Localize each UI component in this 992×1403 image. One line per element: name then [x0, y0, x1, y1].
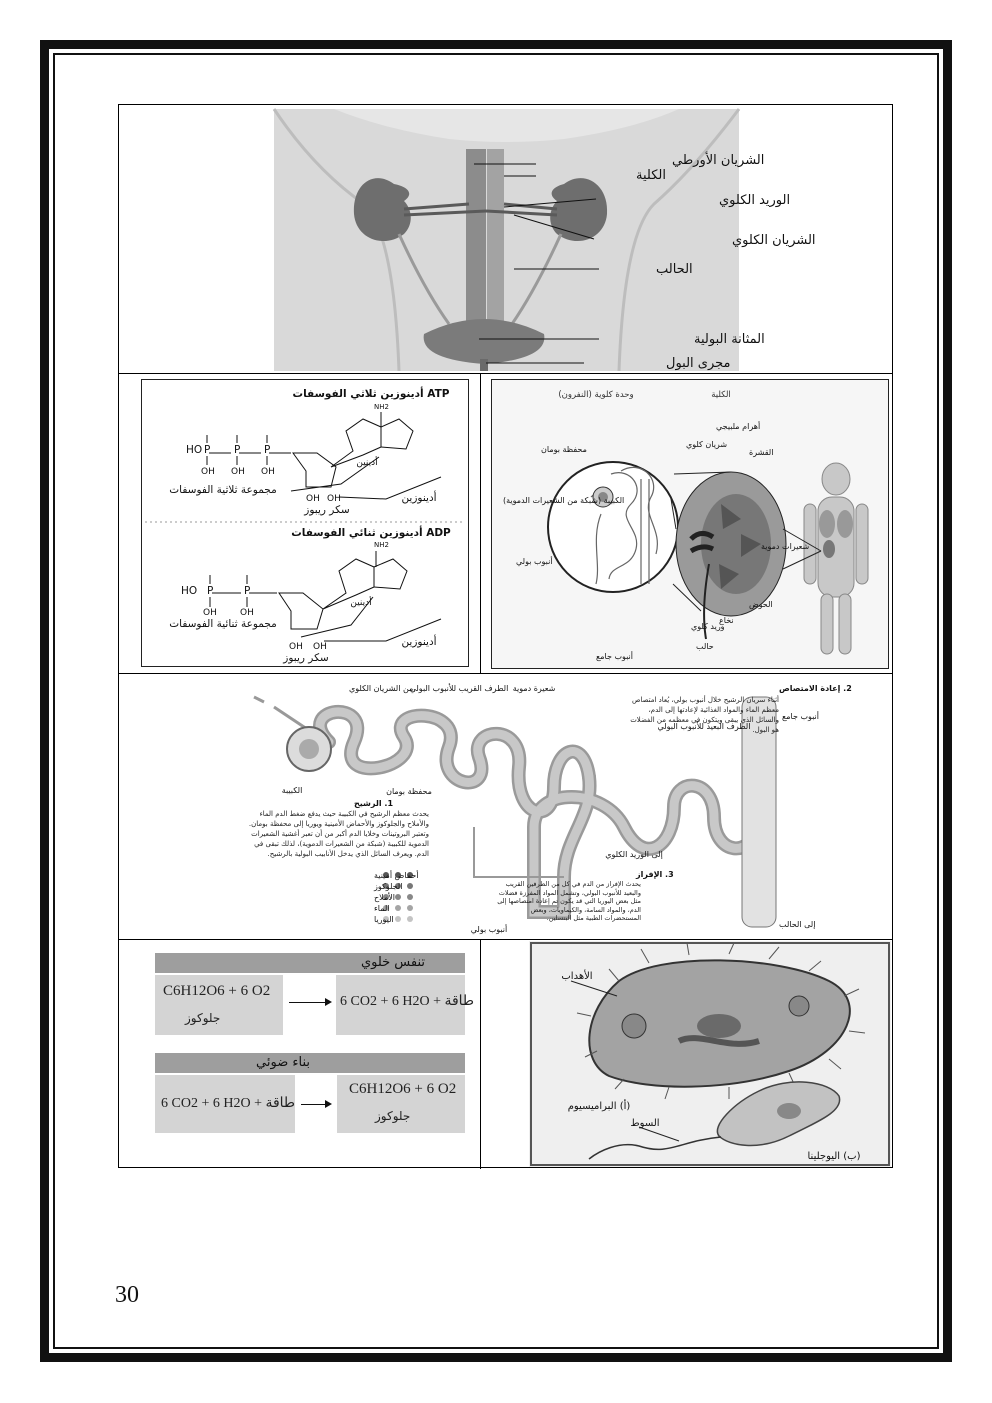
ho-label: HO [186, 444, 203, 456]
photo-glucose: جلوكوز [375, 1109, 411, 1123]
grid-divider [119, 373, 892, 374]
label-capillary: شعيرة دموية [512, 684, 556, 693]
ribose-label: سكر ريبوز [283, 652, 329, 664]
label-bowman: محفظة بومان [541, 445, 587, 454]
resp-right-box [336, 975, 475, 1035]
photo-arrow-head [325, 1100, 332, 1108]
oh-label: OH [306, 494, 320, 504]
label-collecting-duct: أنبوب جامع [596, 652, 633, 661]
label-urethra: مجرى البول [666, 356, 731, 371]
legend-swatch [407, 916, 413, 922]
label-from-artery: من الشريان الكلوي [349, 684, 414, 693]
phosphorus-label: P [264, 444, 271, 456]
oh-label: OH [203, 608, 217, 618]
legend-swatch [395, 905, 401, 911]
label-to-vein: إلى الوريد الكلوي [605, 850, 663, 859]
grid-divider [480, 373, 481, 673]
kidney-nephron-figure [491, 379, 889, 669]
label-renal-artery: الشريان الكلوي [732, 233, 816, 248]
photo-right-formula: C6H12O6 + 6 O2 [349, 1081, 457, 1097]
adp-title: أدينوزين ثنائي الفوسفات ADP [291, 527, 451, 539]
triphosphate-label: مجموعة ثلاثية الفوسفات [169, 484, 277, 496]
legend-item: الأملاح [374, 893, 396, 902]
atp-adp-figure [141, 379, 469, 667]
grid-divider [480, 939, 481, 1169]
adenine-label: أدينين [350, 598, 372, 608]
label-proximal: الطرف القريب للأنبوب البولي [409, 684, 509, 693]
resp-left-box [155, 975, 283, 1035]
figure-grid [118, 104, 893, 1168]
adenine-label: أدينين [356, 458, 378, 468]
label-renal-vein: وريد كلوي [691, 622, 725, 631]
urinary-system-figure [274, 109, 816, 371]
resp-arrow [289, 1002, 329, 1003]
legend-swatch [395, 916, 401, 922]
oh-label: OH [201, 467, 215, 477]
legend-swatch [395, 894, 401, 900]
equations-figure [149, 947, 475, 1133]
adenosine-label: أدينوزين [401, 636, 437, 648]
resp-title: تنفس خلوي [360, 955, 425, 970]
phosphorus-label: P [207, 585, 214, 597]
photo-right-box [337, 1075, 465, 1133]
label-cortex: القشرة [749, 448, 774, 457]
legend-swatch [407, 905, 413, 911]
label-paramecium: (أ) البراميسيوم [567, 1101, 631, 1112]
label-glomerulus: الكبيبة (شبكة من الشعيرات الدموية) [503, 496, 625, 505]
filtration-title: 1. الرشيح [354, 799, 394, 808]
label-to-ureter: إلى الحالب [779, 920, 816, 929]
page-number: 30 [115, 1282, 139, 1308]
label-glomerulus: الكبيبة [281, 786, 303, 795]
oh-label: OH [327, 494, 341, 504]
photo-title-bar [155, 1053, 465, 1073]
label-bladder: المثانة البولية [694, 332, 765, 347]
label-distal: الطرف البعيد للأنبوب البولي [657, 722, 751, 731]
label-renal-artery: شريان كلوي [686, 440, 728, 449]
label-cilia: الأهداب [561, 971, 593, 982]
resp-left-formula: C6H12O6 + 6 O2 [163, 983, 271, 999]
label-aorta: الشريان الأورطي [672, 153, 765, 168]
label-renal-vein: الوريد الكلوي [719, 193, 791, 208]
legend-swatch [407, 894, 413, 900]
ribose-label: سكر ريبوز [304, 504, 350, 516]
label-euglena: (ب) اليوجلينا [807, 1151, 861, 1162]
resp-arrow-head [325, 998, 332, 1006]
oh-label: OH [313, 642, 327, 652]
label-pelvis: الحوض [749, 600, 773, 609]
label-collecting: أنبوب جامع [782, 712, 819, 721]
kidney-title: الكلية [711, 390, 731, 400]
grid-divider [119, 939, 892, 940]
oh-label: OH [261, 467, 275, 477]
phosphorus-label: P [244, 585, 251, 597]
nephron-process-figure [234, 677, 852, 937]
ho-label: HO [181, 585, 198, 597]
unit-title: وحدة كلوية (النفرون) [558, 390, 634, 400]
label-ureter: الحالب [656, 262, 693, 277]
resp-glucose: جلوكوز [185, 1011, 221, 1025]
label-ureter: حالب [696, 642, 714, 651]
legend-item: أحماض أمينية [374, 871, 419, 880]
oh-label: OH [289, 642, 303, 652]
oh-label: OH [231, 467, 245, 477]
label-tubule: أنبوب بولي [516, 557, 553, 566]
photo-left-formula: 6 CO2 + 6 H2O + طاقة [161, 1096, 296, 1111]
label-capillaries: شعيرات دموية [761, 542, 810, 551]
atp-title: أدينوزين ثلاثي الفوسفات ATP [292, 388, 450, 400]
resp-title-bar [155, 953, 465, 973]
secretion-text: يحدث الإفراز من الدم في كل من الطرفين القريب والبعيد للأنبوب البولي، وتشمل المواد المفرزة فضلات مثل بعض اليوريا التي قد يكون تم إعادة امتصاصها إلى الدم، والمواد السامة، والكيماويات، وبعض المستحضرات الطبية مثل البنسلين. [497, 880, 641, 922]
resp-right-formula: 6 CO2 + 6 H2O + طاقة [340, 994, 475, 1009]
grid-divider [119, 673, 892, 674]
label-medulla: نخاع [719, 616, 734, 625]
legend-item: الماء [374, 904, 390, 913]
legend-swatch [407, 883, 413, 889]
legend-item: الجلوكوز [374, 882, 403, 891]
legend-item: اليوريا [374, 915, 394, 924]
adenosine-label: أدينوزين [401, 492, 437, 504]
phosphorus-label: P [204, 444, 211, 456]
protists-figure [529, 941, 891, 1167]
label-kidney: الكلية [636, 168, 666, 183]
reabsorption-title: 2. إعادة الامتصاص [779, 684, 852, 693]
filtration-text: يحدث معظم الرشيح في الكبيبة حيث يدفع ضغط الدم الماء والأملاح والجلوكوز والأحماض الأمينية ويوريا إلى محفظة بومان. وتعتبر البروتينات وخلايا الدم أكبر من أن تعبر أغشية الشعيرات الدموية للكبيبة (شبكة من الشعيرات الدموية)، لذلك تبقى في الدم. ويعرف السائل الذي يدخل الأنابيب البولية بالرشيح. [248, 810, 429, 858]
label-tubule: أنبوب بولي [470, 925, 508, 934]
photo-title: بناء ضوئي [256, 1055, 310, 1070]
nh2-label: NH2 [374, 541, 389, 549]
phosphorus-label: P [234, 444, 241, 456]
diphosphate-label: مجموعة ثنائية الفوسفات [169, 618, 277, 630]
label-bowman: محفظة بومان [386, 787, 432, 796]
label-pyramids: أهرام ملبيجي [716, 422, 761, 431]
photo-left-box [155, 1075, 295, 1133]
reabsorption-text: أثناء سريان الرشيح خلال أنبوب بولي، يُعاد امتصاص معظم الماء والمواد الغذائية لإعادتها إلى الدم، والسائل الذي يبقى ويتكون في معظمه من الفضلات هو البول. [630, 696, 779, 734]
secretion-title: 3. الإفراز [636, 870, 674, 879]
label-flagellum: السوط [630, 1118, 660, 1129]
oh-label: OH [240, 608, 254, 618]
nh2-label: NH2 [374, 403, 389, 411]
